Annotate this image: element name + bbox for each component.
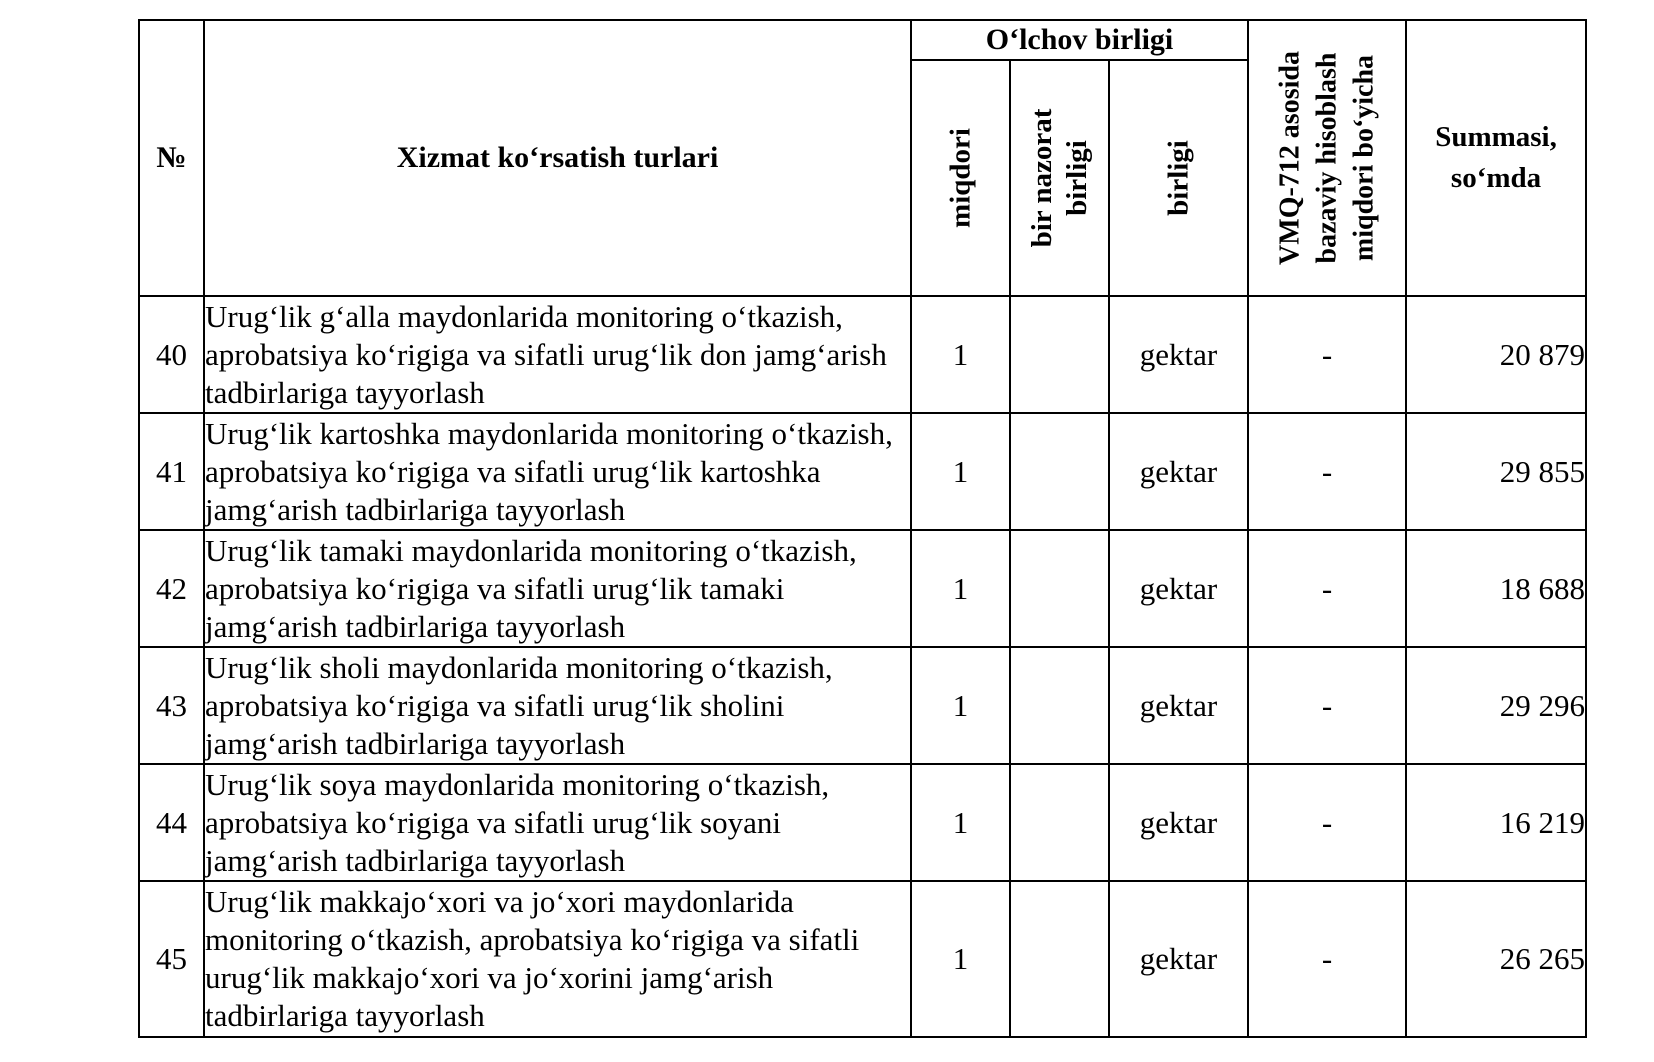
row-unit: gektar [1109,413,1248,530]
table-row [139,764,1586,881]
row-sum: 18 688 [1406,530,1586,647]
row-description: Urug‘lik makkajo‘xori va jo‘xori maydonlarida monitoring o‘tkazish, aprobatsiya ko‘rigiga va sifatli urug‘lik makkajo‘xori va jo‘xorini jamg‘arish tadbirlariga tayyorlash [204,881,911,1037]
row-number: 43 [139,647,204,764]
row-unit: gektar [1109,647,1248,764]
row-vmq: - [1248,296,1406,413]
row-number: 45 [139,881,204,1037]
row-number: 40 [139,296,204,413]
row-vmq: - [1248,647,1406,764]
row-control-unit [1010,881,1109,1037]
header-vmq [1248,20,1406,296]
table-row [139,881,1586,1037]
row-sum: 29 855 [1406,413,1586,530]
row-description: Urug‘lik tamaki maydonlarida monitoring o‘tkazish, aprobatsiya ko‘rigiga va sifatli urug‘lik tamaki jamg‘arish tadbirlariga tayyorlash [204,530,911,647]
header-number: № [139,20,204,296]
row-vmq: - [1248,413,1406,530]
row-unit: gektar [1109,881,1248,1037]
row-unit: gektar [1109,530,1248,647]
row-unit: gektar [1109,296,1248,413]
row-sum: 16 219 [1406,764,1586,881]
row-sum: 20 879 [1406,296,1586,413]
row-number: 42 [139,530,204,647]
row-sum: 26 265 [1406,881,1586,1037]
row-qty: 1 [911,413,1010,530]
row-sum: 29 296 [1406,647,1586,764]
row-control-unit [1010,647,1109,764]
header-row-1 [139,20,1586,60]
row-description: Urug‘lik soya maydonlarida monitoring o‘tkazish, aprobatsiya ko‘rigiga va sifatli urug‘lik soyani jamg‘arish tadbirlariga tayyorlash [204,764,911,881]
table-row [139,296,1586,413]
row-control-unit [1010,413,1109,530]
row-vmq: - [1248,530,1406,647]
header-unit: birligi [1109,60,1248,296]
row-qty: 1 [911,296,1010,413]
header-sum: Summasi, so‘mda [1406,20,1586,296]
header-vmq-text: VMQ-712 asosida bazaviy hisoblash miqdori bo‘yicha [1274,51,1380,265]
row-control-unit [1010,296,1109,413]
row-control-unit [1010,764,1109,881]
row-qty: 1 [911,530,1010,647]
services-table [138,19,1587,1038]
row-qty: 1 [911,881,1010,1037]
header-services: Xizmat ko‘rsatish turlari [204,20,911,296]
row-qty: 1 [911,764,1010,881]
row-description: Urug‘lik kartoshka maydonlarida monitoring o‘tkazish, aprobatsiya ko‘rigiga va sifatli urug‘lik kartoshka jamg‘arish tadbirlariga tayyorlash [204,413,911,530]
row-qty: 1 [911,647,1010,764]
row-description: Urug‘lik g‘alla maydonlarida monitoring o‘tkazish, aprobatsiya ko‘rigiga va sifatli urug‘lik don jamg‘arish tadbirlariga tayyorlash [204,296,911,413]
row-control-unit [1010,530,1109,647]
row-unit: gektar [1109,764,1248,881]
header-control-unit: bir nazorat birligi [1010,60,1109,296]
row-number: 44 [139,764,204,881]
header-qty: miqdori [911,60,1010,296]
row-vmq: - [1248,881,1406,1037]
row-vmq: - [1248,764,1406,881]
table-row [139,647,1586,764]
table-row [139,413,1586,530]
row-description: Urug‘lik sholi maydonlarida monitoring o‘tkazish, aprobatsiya ko‘rigiga va sifatli urug‘lik sholini jamg‘arish tadbirlariga tayyorlash [204,647,911,764]
header-measure-group: O‘lchov birligi [911,20,1248,60]
table-row [139,530,1586,647]
row-number: 41 [139,413,204,530]
